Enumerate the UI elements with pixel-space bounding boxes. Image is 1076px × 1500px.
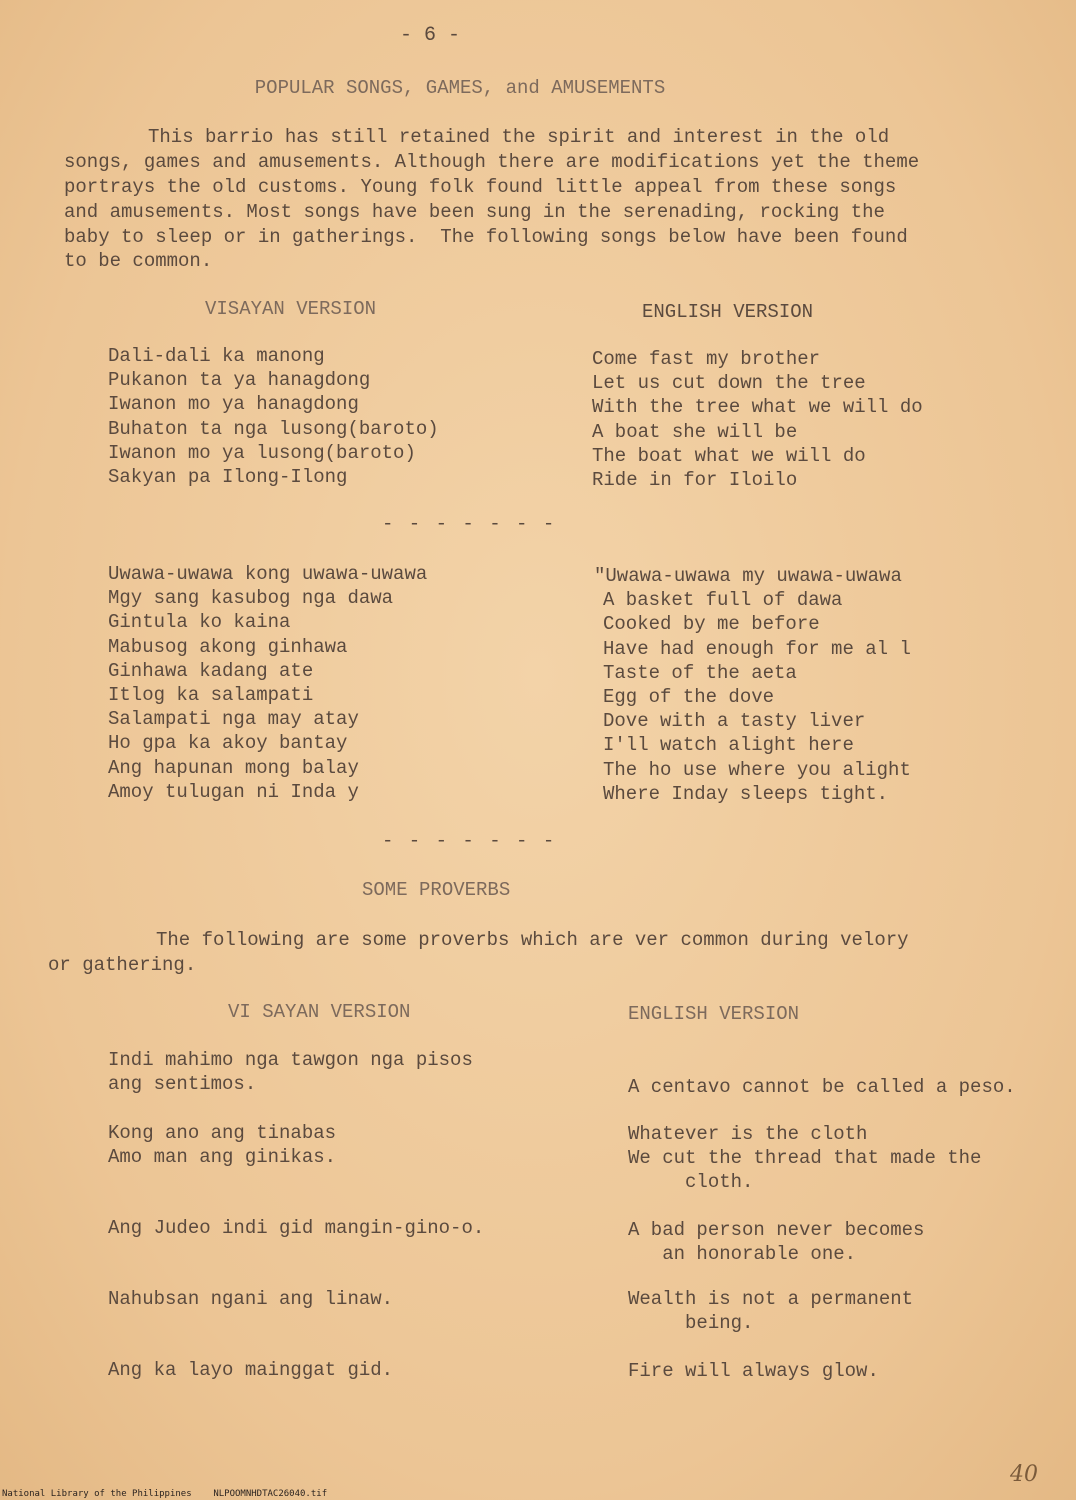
proverbs-english-header: ENGLISH VERSION <box>628 1003 800 1025</box>
section-heading: POPULAR SONGS, GAMES, and AMUSEMENTS <box>254 77 666 99</box>
song1-visayan-line: Buhaton ta nga lusong(baroto) <box>108 417 439 440</box>
proverb-line: We cut the thread that made the <box>628 1147 982 1170</box>
proverb-3-english <box>628 1218 924 1266</box>
song2-visayan-line: Salampati nga may atay <box>108 708 359 731</box>
song2-english-line: Where Inday sleeps tight. <box>603 782 889 805</box>
intro-line-5: baby to sleep or in gatherings. The following songs below have been found <box>64 226 908 248</box>
song2-visayan-line: Ang hapunan mong balay <box>108 756 359 779</box>
song2-english-line: I'll watch alight here <box>603 734 854 757</box>
proverbs-intro-line-1: The following are some proverbs which are ver common during velory <box>156 929 909 951</box>
proverb-4-english <box>628 1287 913 1335</box>
proverb-1-english <box>628 1075 1016 1099</box>
proverb-3-visayan <box>108 1216 484 1240</box>
song2-visayan-line: Gintula ko kaina <box>108 611 291 634</box>
proverb-5-visayan <box>108 1358 393 1382</box>
song1-visayan-line: Sakyan pa Ilong-Ilong <box>108 466 348 489</box>
proverb-2-visayan <box>108 1121 336 1169</box>
song2-visayan-line: Mgy sang kasubog nga dawa <box>108 587 394 610</box>
proverb-line: Indi mahimo nga tawgon nga pisos <box>108 1049 473 1071</box>
proverbs-intro-line-2: or gathering. <box>48 954 197 976</box>
page-number: - 6 - <box>399 24 460 47</box>
intro-line-1: This barrio has still retained the spirit and interest in the old <box>148 126 890 148</box>
proverb-2-english <box>628 1122 981 1195</box>
songs-english-header: ENGLISH VERSION <box>642 301 814 323</box>
proverb-4-visayan <box>108 1287 393 1311</box>
proverbs-heading: SOME PROVERBS <box>362 879 511 901</box>
scan-footer: National Library of the Philippines NLPOOMNHDTAC26040.tif <box>2 1489 328 1499</box>
intro-line-3: portrays the old customs. Young folk found little appeal from these songs <box>64 176 897 198</box>
song1-english-line: With the tree what we will do <box>592 396 923 419</box>
song2-visayan-line: Mabusog akong ginhawa <box>108 635 348 658</box>
song1-visayan-line: Dali-dali ka manong <box>108 345 325 367</box>
proverb-line: A bad person never becomes <box>628 1219 925 1241</box>
song2-english <box>594 564 911 806</box>
song2-visayan <box>108 562 427 804</box>
song2-visayan-line: Amoy tulugan ni Inda y <box>108 780 359 803</box>
proverb-line: A centavo cannot be called a peso. <box>628 1076 1016 1098</box>
proverb-line: an honorable one. <box>628 1243 857 1266</box>
song2-english-line: Have had enough for me al l <box>603 637 911 660</box>
song2-english-line: Cooked by me before <box>603 613 820 636</box>
song1-english-line: Let us cut down the tree <box>592 372 866 395</box>
proverbs-visayan-header: VI SAYAN VERSION <box>228 1001 411 1023</box>
song2-visayan-line: Ho gpa ka akoy bantay <box>108 732 348 755</box>
song1-visayan-line: Iwanon mo ya lusong(baroto) <box>108 441 416 464</box>
song2-visayan-line: Itlog ka salampati <box>108 684 314 707</box>
song1-visayan-line: Pukanon ta ya hanagdong <box>108 369 371 392</box>
intro-line-6: to be common. <box>64 250 213 272</box>
proverb-line: cloth. <box>628 1171 754 1194</box>
song1-visayan <box>108 344 439 489</box>
song2-english-line: The ho use where you alight <box>603 758 911 781</box>
proverb-1-visayan <box>108 1048 473 1096</box>
song2-english-line: "Uwawa-uwawa my uwawa-uwawa <box>594 565 902 587</box>
proverb-line: being. <box>628 1312 754 1335</box>
intro-line-4: and amusements. Most songs have been sung in the serenading, rocking the <box>64 201 885 223</box>
proverb-line: ang sentimos. <box>108 1073 257 1096</box>
proverb-5-english <box>628 1359 879 1383</box>
proverb-line: Kong ano ang tinabas <box>108 1122 337 1144</box>
proverb-line: Whatever is the cloth <box>628 1123 868 1145</box>
song2-visayan-line: Uwawa-uwawa kong uwawa-uwawa <box>108 563 428 585</box>
proverb-line: Amo man ang ginikas. <box>108 1146 337 1169</box>
proverb-line: Wealth is not a permanent <box>628 1288 914 1310</box>
separator-1: - - - - - - - <box>382 513 557 535</box>
proverb-line: Ang Judeo indi gid mangin-gino-o. <box>108 1217 485 1239</box>
song2-english-line: Dove with a tasty liver <box>603 710 866 733</box>
handwritten-page-mark: 40 <box>1010 1462 1038 1487</box>
song2-english-line: A basket full of dawa <box>603 589 843 612</box>
song1-english-line: Ride in for Iloilo <box>592 469 798 492</box>
separator-2: - - - - - - - <box>382 830 557 852</box>
proverb-line: Ang ka layo mainggat gid. <box>108 1359 394 1381</box>
song1-english-line: A boat she will be <box>592 420 798 443</box>
song1-english <box>592 347 923 492</box>
songs-visayan-header: VISAYAN VERSION <box>205 298 377 320</box>
song1-english-line: Come fast my brother <box>592 348 821 370</box>
proverb-line: Fire will always glow. <box>628 1360 879 1382</box>
song1-english-line: The boat what we will do <box>592 444 866 467</box>
song2-visayan-line: Ginhawa kadang ate <box>108 659 314 682</box>
song2-english-line: Egg of the dove <box>603 686 775 709</box>
song1-visayan-line: Iwanon mo ya hanagdong <box>108 393 359 416</box>
intro-line-2: songs, games and amusements. Although there are modifications yet the theme <box>64 151 920 173</box>
song2-english-line: Taste of the aeta <box>603 661 797 684</box>
proverb-line: Nahubsan ngani ang linaw. <box>108 1288 394 1310</box>
